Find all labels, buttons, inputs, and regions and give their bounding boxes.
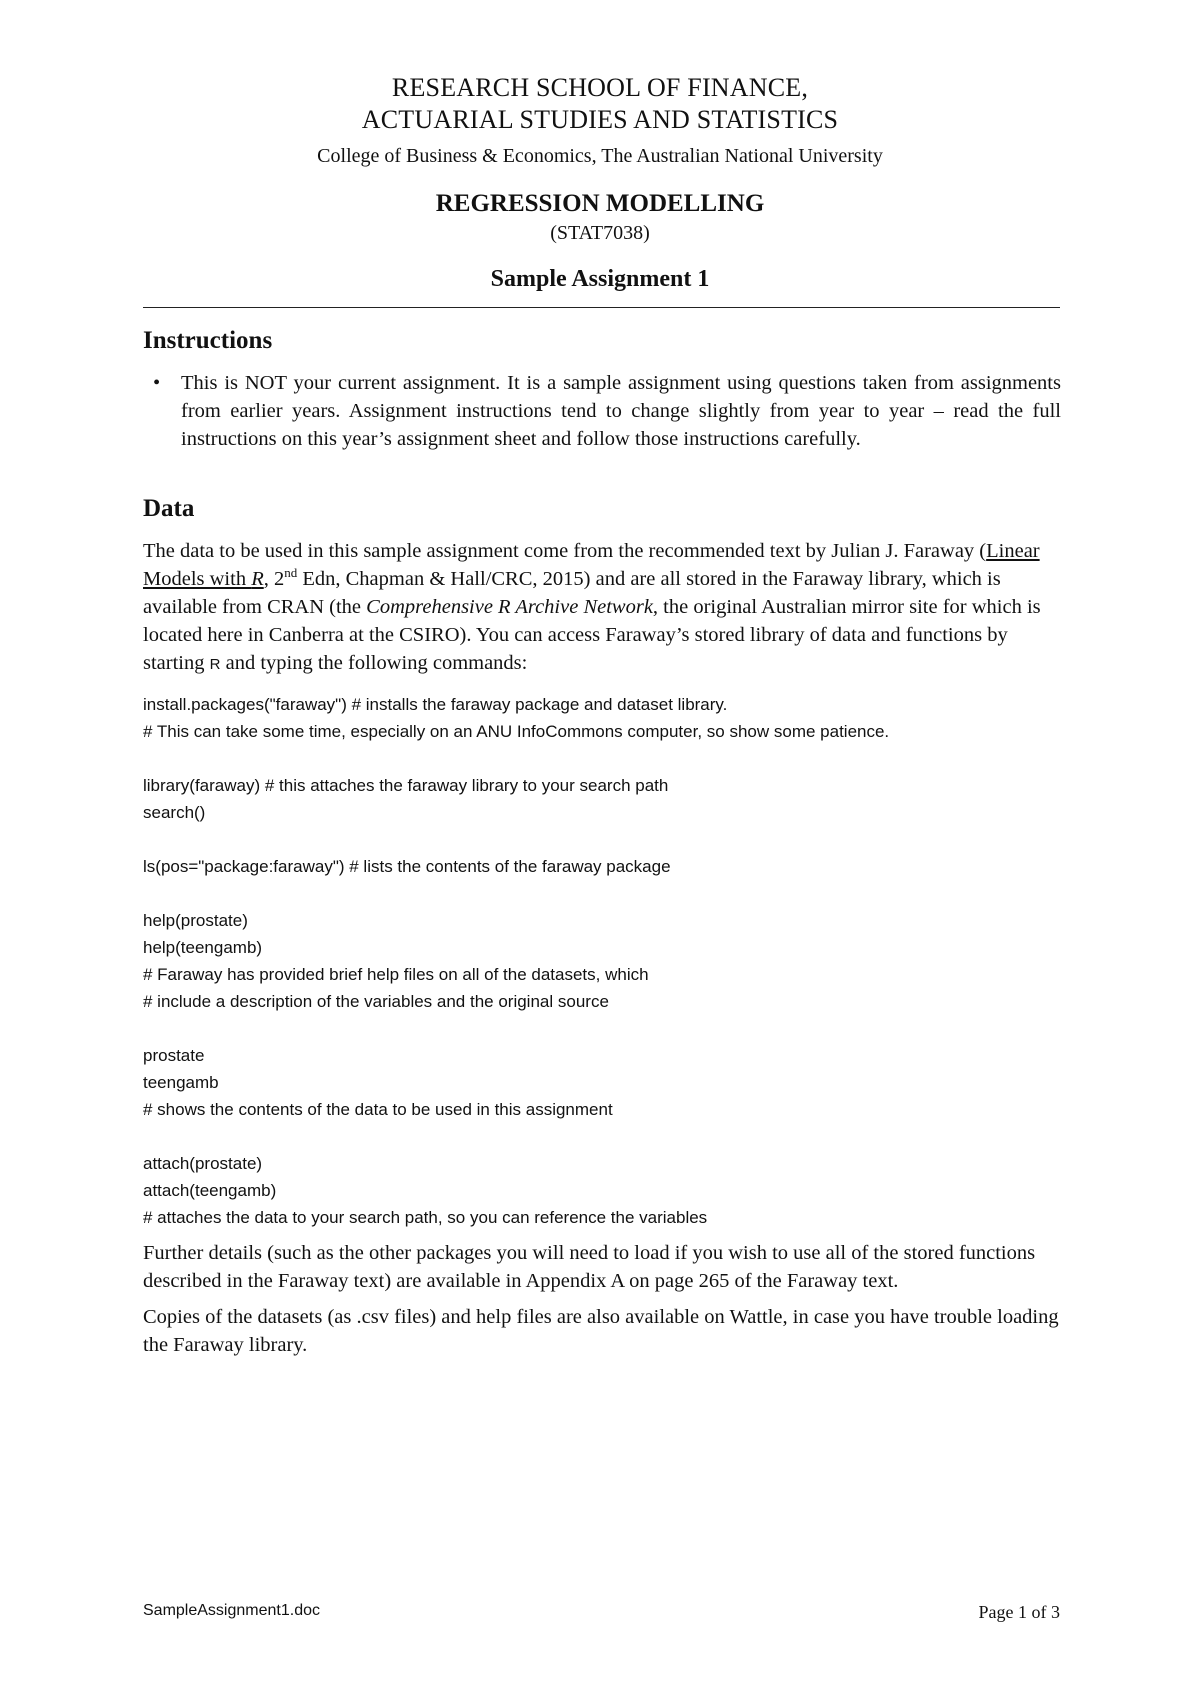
assignment-title: Sample Assignment 1 [490, 266, 710, 292]
code-blank-line [143, 880, 1061, 907]
instructions-list [143, 369, 1061, 453]
code-line: prostate [143, 1046, 205, 1065]
further-details-paragraph: Further details (such as the other packages you will need to load if you wish to use all of the stored functions described in the Faraway text) are available in Appendix A on page 265 of the Faraway text. [143, 1242, 1036, 1292]
college-name: College of Business & Economics, The Australian National University [317, 145, 883, 167]
header-divider [143, 307, 1060, 308]
code-blank-line [143, 826, 1061, 853]
book-title-text: Linear Models with [143, 540, 1040, 590]
course-title: REGRESSION MODELLING [435, 190, 765, 217]
data-intro-text-b: , 2 [263, 568, 285, 590]
code-line: library(faraway) # this attaches the faraway library to your search path [143, 776, 669, 795]
cran-full-name: Comprehensive R Archive Network [366, 596, 653, 618]
edition-superscript: nd [284, 565, 298, 581]
code-line: # Faraway has provided brief help files on all of the datasets, which [143, 965, 649, 984]
code-line: help(prostate) [143, 911, 248, 930]
footer-page-number: Page 1 of 3 [978, 1602, 1060, 1622]
code-line: ls(pos="package:faraway") # lists the contents of the faraway package [143, 857, 671, 876]
school-name-line1: RESEARCH SCHOOL OF FINANCE, [391, 73, 809, 102]
data-section [143, 493, 1061, 1359]
code-line: # This can take some time, especially on an ANU InfoCommons computer, so show some patience. [143, 722, 890, 741]
document-body [143, 325, 1061, 1359]
code-line: install.packages("faraway") # installs the faraway package and dataset library. [143, 695, 728, 714]
footer-filename: SampleAssignment1.doc [143, 1602, 320, 1619]
code-line: search() [143, 803, 206, 822]
code-line: # shows the contents of the data to be used in this assignment [143, 1100, 613, 1119]
data-intro-text-c: Edn, Chapman & Hall/CRC, 2015) and are all stored in the Faraway library, which is available from CRAN (the [143, 568, 1001, 618]
data-heading: Data [143, 495, 195, 522]
code-line: # include a description of the variables and the original source [143, 992, 609, 1011]
instructions-section [143, 325, 1061, 453]
code-blank-line [143, 1015, 1061, 1042]
code-line: attach(teengamb) [143, 1181, 277, 1200]
bullet-icon: • [153, 372, 161, 394]
code-blank-line [143, 1123, 1061, 1150]
school-name-line2: ACTUARIAL STUDIES AND STATISTICS [361, 105, 839, 134]
wattle-paragraph: Copies of the datasets (as .csv files) and help files are also available on Wattle, in case you have trouble loading the Faraway library. [143, 1306, 1059, 1356]
code-line: attach(prostate) [143, 1154, 263, 1173]
instructions-bullet-text: This is NOT your current assignment. It is a sample assignment using questions taken from assignments from earlier years. Assignment instructions tend to change slightly from year to year – read the full instructions on this year’s assignment sheet and follow those instructions carefully. [181, 372, 1061, 450]
data-intro-text-d: , the original Australian mirror site for which is located here in Canberra at the CSIRO). You can access Faraway’s stored library of data and functions by starting [143, 596, 1041, 674]
data-intro-text-e: and typing the following commands: [220, 652, 528, 674]
code-line: # attaches the data to your search path, so you can reference the variables [143, 1208, 708, 1227]
data-intro-paragraph [143, 537, 1061, 679]
code-line: help(teengamb) [143, 938, 263, 957]
list-item [143, 369, 1061, 453]
data-intro-text-a: The data to be used in this sample assignment come from the recommended text by Julian J. Faraway ( [143, 540, 987, 562]
code-line: teengamb [143, 1073, 219, 1092]
document-header [0, 72, 1200, 294]
instructions-heading: Instructions [143, 327, 273, 354]
r-code-block [143, 691, 1061, 1231]
code-blank-line [143, 745, 1061, 772]
book-title-r: R [251, 568, 264, 590]
course-code: (STAT7038) [550, 222, 650, 244]
r-code-inline: R [209, 656, 221, 673]
